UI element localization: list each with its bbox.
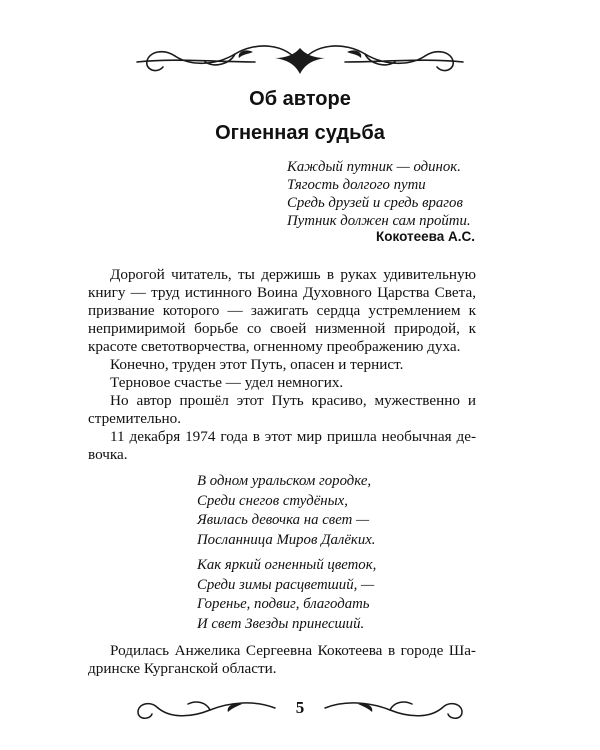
poem-line: Среди снегов студёных, — [197, 492, 348, 509]
text-line: непримиримой борьбе со своей низменной природой, к — [88, 320, 476, 337]
text-line: дринске Курганской области. — [88, 660, 277, 677]
poem-stanza-2 — [197, 556, 376, 634]
text-line: Родилась Анжелика Сергеевна Кокотеева в городе Ша- — [110, 642, 476, 659]
text-line: Но автор прошёл этот Путь красиво, мужественно и — [110, 392, 476, 409]
epigraph — [287, 158, 477, 230]
poem-line: И свет Звезды принесший. — [197, 615, 365, 632]
epigraph-line: Средь друзей и средь врагов — [287, 195, 463, 211]
paragraph-path — [88, 356, 476, 374]
paragraph-birth-date — [88, 428, 476, 464]
poem-line: Явилась девочка на свет — — [197, 512, 370, 528]
paragraph-intro — [88, 266, 476, 356]
epigraph-author: Кокотеева А.С. — [376, 229, 475, 244]
page-number: 5 — [295, 698, 305, 717]
epigraph-line: Каждый путник — одинок. — [287, 159, 461, 175]
text-line: Дорогой читатель, ты держишь в руках удивительную — [110, 266, 476, 283]
text-line: вочка. — [88, 446, 128, 463]
poem-line: В одном уральском городке, — [197, 473, 372, 489]
epigraph-line: Путник должен сам пройти. — [287, 213, 471, 229]
text-line: красоте светотворчества, огненному преображению духа. — [88, 338, 461, 355]
poem-line: Среди зимы расцветший, — — [197, 576, 375, 593]
text-line: призвание которого — зажигать сердца устремлением к — [88, 302, 476, 319]
text-line: 11 декабря 1974 года в этот мир пришла необычная де- — [110, 428, 476, 445]
top-ornament-icon — [135, 34, 465, 90]
text-line: книгу — труд истинного Воина Духовного Царства Света, — [88, 284, 476, 301]
poem-stanza-1 — [197, 472, 376, 550]
page-title: Об авторе — [249, 88, 351, 110]
text-line: Конечно, труден этот Путь, опасен и тернист. — [110, 356, 404, 373]
text-line: стремительно. — [88, 410, 182, 427]
epigraph-line: Тягость долгого пути — [287, 177, 426, 193]
poem-line: Как яркий огненный цветок, — [197, 557, 377, 573]
paragraph-author-path — [88, 392, 476, 428]
text-line: Терновое счастье — удел немногих. — [110, 374, 344, 391]
poem-line: Посланница Миров Далёких. — [197, 531, 376, 548]
paragraph-birthplace — [88, 642, 476, 678]
chapter-subtitle: Огненная судьба — [215, 122, 385, 144]
poem-line: Горенье, подвиг, благодать — [197, 596, 370, 612]
paragraph-happiness — [88, 374, 476, 392]
